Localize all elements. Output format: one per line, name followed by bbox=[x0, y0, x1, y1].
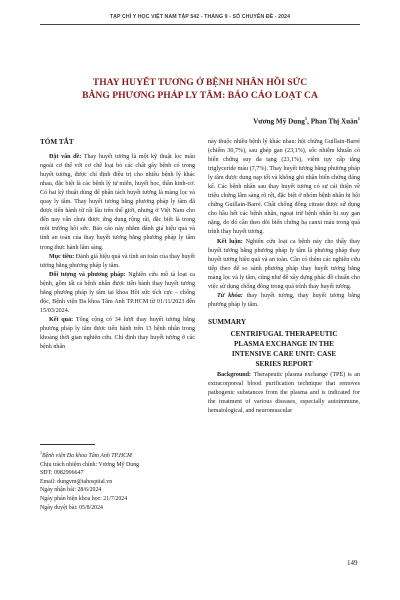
footnote-affiliation-text: Bệnh viện Đa khoa Tâm Anh TP.HCM bbox=[42, 452, 132, 459]
results-text: Tổng cộng có 34 lượt thay huyết tương bằng phương pháp ly tâm được tiến hành trên 13 bệnh nhân trong khoảng thời gian nghiên cứu. Chỉ định thay huyết tương ở các bệnh nhân bbox=[40, 316, 195, 351]
article-title bbox=[40, 76, 360, 102]
footnote-divider bbox=[40, 444, 95, 445]
results-label: Kết quả: bbox=[49, 316, 74, 323]
keywords-label: Từ khóa: bbox=[217, 292, 243, 299]
footnote-email: Email: dungvm@tahospital.vn bbox=[40, 478, 113, 485]
abstract-results-continued: này thuộc nhiều bệnh lý khác nhau: hội chứng Guillain-Barré (chiếm 30,7%), sau ghép gan (23,1%), sốc nhiễm khuẩn có biến chứng suy đa tạng (23,1%), viêm tụy cấp tăng triglyceride máu (7,7%). Thay huyết tương bằng phương pháp ly tâm được dung nạp tốt và không ghi nhận biến chứng đáng kể. Các bệnh nhân sau thay huyết tương có sự cải thiện về triệu chứng lâm sàng rõ rệt, đặc biệt ở nhóm bệnh nhân bị hội chứng Guillain-Barré. Chất chống đông citrate được sử dụng cho hầu hết các bệnh nhân, ngoại trừ bệnh nhân bị suy gan nặng, do đó cần theo dõi biến chứng hạ canxi máu trong quá trình thay huyết tương. bbox=[208, 139, 360, 236]
footnote-accepted-date: Ngày duyệt bài: 05/8/2024 bbox=[40, 504, 103, 511]
summary-background bbox=[208, 371, 360, 416]
english-title-line-1: CENTRIFUGAL THERAPEUTIC bbox=[230, 329, 338, 338]
abstract-aim bbox=[40, 253, 195, 271]
english-title-line-3: INTENSIVE CARE UNIT: CASE bbox=[231, 349, 337, 358]
journal-header: TẠP CHÍ Y HỌC VIỆT NAM TẬP 542 - THÁNG 9 - SỐ CHUYÊN ĐỀ - 2024 bbox=[109, 14, 291, 20]
author-separator: , bbox=[307, 117, 311, 126]
background-text: Thay huyết tương là một kỹ thuật lọc máu ngoài cơ thể với cơ chế loại bỏ các chất gây bệnh có trong huyết tương, được chỉ định điều trị cho nhiều bệnh lý khác nhau, đặc biệt là các bệnh lý tự miễn, huyết học, thần kinh-cơ. Có hai kỹ thuật dùng để phân tách huyết tương là màng lọc và quay ly tâm. Thay huyết tương bằng phương pháp ly tâm đã được tiến hành từ rất lâu trên thế giới, nhưng ở Việt Nam cho đến nay vẫn chưa được ứng dụng rộng rãi, đặc biệt là trong môi trường hồi sức. Báo cáo này nhằm đánh giá hiệu quả và tính an toàn của thay huyết tương bằng phương pháp ly tâm trong thực hành lâm sàng. bbox=[40, 154, 195, 251]
methods-text: Nghiên cứu mô tả loạt ca bệnh, gồm tất cả bệnh nhân được tiến hành thay huyết tương bằng phương pháp ly tâm tại khoa Hồi sức tích cực – chống độc, Bệnh viện Đa khoa Tâm Anh TP.HCM từ 01/11/2023 đến 15/03/2024. bbox=[40, 271, 195, 314]
page-number: 149 bbox=[347, 559, 358, 567]
article-title-line-2: BẰNG PHƯƠNG PHÁP LY TÂM: BÁO CÁO LOẠT CA bbox=[82, 90, 318, 101]
right-column bbox=[208, 138, 360, 416]
article-title-line-1: THAY HUYẾT TƯƠNG Ở BỆNH NHÂN HỒI SỨC bbox=[92, 77, 308, 88]
footnote-phone: SĐT: 0982996647 bbox=[40, 470, 84, 477]
background-label: Đặt vấn đề: bbox=[49, 154, 82, 161]
abstract-methods bbox=[40, 271, 195, 316]
methods-label: Đối tượng và phương pháp: bbox=[49, 271, 126, 278]
summary-background-label: Background: bbox=[217, 371, 252, 378]
header-divider bbox=[40, 24, 360, 25]
author-1-affiliation-mark: 1 bbox=[304, 116, 308, 121]
footnote-corresponding-author: Chịu trách nhiệm chính: Vương Mỹ Dung bbox=[40, 461, 140, 468]
left-column bbox=[40, 138, 195, 352]
conclusion-label: Kết luận: bbox=[217, 238, 243, 245]
author-2-affiliation-mark: 1 bbox=[357, 116, 360, 121]
author-2: Phan Thị Xuân bbox=[310, 117, 358, 126]
summary-background-text: Therapeutic plasma exchange (TPE) is an extracorporeal blood purification technique that removes pathogenic substances from the plasma and is indicated for the treatment of various diseases, especially autoimmune, hematological, and neuromuscular bbox=[208, 371, 360, 415]
footnote-affiliation-mark: 1 bbox=[40, 450, 42, 455]
footnote bbox=[40, 444, 195, 512]
author-list bbox=[253, 116, 360, 125]
summary-heading: SUMMARY bbox=[208, 317, 247, 326]
english-title bbox=[208, 329, 360, 369]
abstract-heading: TÓM TẮT bbox=[40, 138, 74, 146]
footnote-received-date: Ngày nhận bài: 28/6/2024 bbox=[40, 487, 102, 494]
abstract-results bbox=[40, 316, 195, 352]
english-title-line-4: SERIES REPORT bbox=[255, 359, 313, 368]
author-1: Vương Mỹ Dung bbox=[253, 117, 305, 126]
aim-label: Mục tiêu: bbox=[49, 253, 75, 260]
conclusion-text: Nghiên cứu loạt ca bệnh này cho thấy thay huyết tương bằng phương pháp ly tâm là phương pháp thay huyết tương hiệu quả và an toàn. Cần có thêm các nghiên cứu tiếp theo để so sánh phương pháp thay huyết tương bằng màng lọc và ly tâm, cũng như để xây dựng phác đồ chuẩn cho việc sử dụng chống đông trong quá trình thay huyết tương. bbox=[208, 238, 360, 290]
english-title-line-2: PLASMA EXCHANGE IN THE bbox=[234, 339, 334, 348]
keywords-text: thay huyết tương, thay huyết tương bằng phương pháp ly tâm. bbox=[208, 292, 360, 308]
abstract-conclusion bbox=[208, 238, 360, 292]
footnote-affiliation bbox=[40, 449, 195, 461]
footnote-review-date: Ngày phản biện khoa học: 21/7/2024 bbox=[40, 495, 128, 502]
abstract-background bbox=[40, 153, 195, 253]
abstract-keywords bbox=[208, 292, 360, 310]
aim-text: Đánh giá hiệu quả và tính an toàn của thay huyết tương bằng phương pháp ly tâm. bbox=[40, 253, 196, 269]
